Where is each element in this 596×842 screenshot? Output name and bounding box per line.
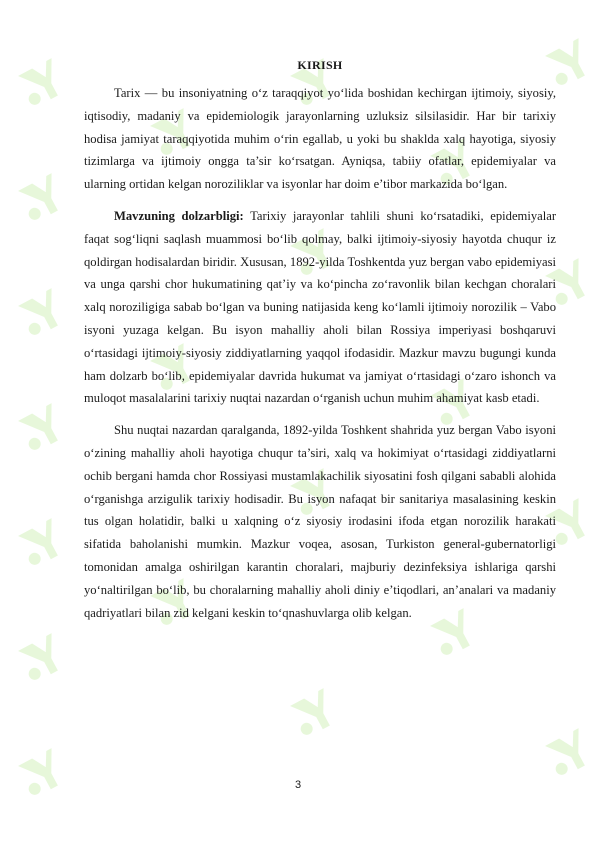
document-page [84,58,556,624]
green-stylized-logo-icon [10,52,72,114]
page-title: KIRISH [297,58,343,72]
green-stylized-logo-icon [10,512,72,574]
green-stylized-logo-icon [10,742,72,804]
paragraph-intro-text: Tarix — bu insoniyatning o‘z taraqqiyot yo‘lida boshidan kechirgan ijtimoiy, siyosiy, iqtisodiy, madaniy va epidemiologik jarayonlarning uzluksiz silsilasidir. Har bir tarixiy hodisa jamiyat taraqqiyotida muhim o‘rin egallab, u yoki bu shaklda xalq hayotiga, siyosiy tizimlarga va ijtimoiy ongga ta’sir ko‘rsatgan. Ayniqsa, tabiiy ofatlar, epidemiyalar va ularning ortidan kelgan noroziliklar va isyonlar har doim e’tibor markazida bo‘lgan. [84,86,556,192]
green-stylized-logo-icon [537,722,596,784]
green-stylized-logo-icon [282,682,344,744]
paragraph-context [84,419,556,624]
paragraph-context-text: Shu nuqtai nazardan qaralganda, 1892-yilda Toshkent shahrida yuz bergan Vabo isyoni o‘zining mahalliy aholi hayotiga chuqur ta’siri, xalq va hokimiyat o‘rtasidagi ziddiyatlarni ochib bergani hamda chor Rossiyasi mustamlakachilik siyosatini fosh qilgani sababli alohida o‘rganishga arzigulik tarixiy hodisadir. Bu isyon nafaqat bir sanitariya masalasining keskin tus olgan holatidir, balki u xalqning o‘z siyosiy irodasini ifoda etgan norozilik harakati sifatida baholanishi mumkin. Mazkur voqea, asosan, Turkiston general-gubernatorligi tomonidan amalga oshirilgan karantin choralari, majburiy dezinfeksiya ishlariga qarshi yo‘naltirilgan bo‘lib, bu choralarning mahalliy aholi diniy e’tiqodlari, an’analari va madaniy qadriyatlari bilan zid kelgani keskin to‘qnashuvlarga olib kelgan. [84,423,556,620]
green-stylized-logo-icon [10,282,72,344]
green-stylized-logo-icon [10,397,72,459]
green-stylized-logo-icon [10,627,72,689]
paragraph-relevance [84,205,556,410]
paragraph-relevance-text: Tarixiy jarayonlar tahlili shuni ko‘rsatadiki, epidemiyalar faqat sog‘liqni saqlash muammosi bo‘lib qolmay, balki ijtimoiy-siyosiy hayotda chuqur iz qoldirgan hodisalardan biridir. Xususan, 1892-yilda Toshkentda yuz bergan vabo epidemiyasi va unga qarshi chor hukumatining qat’iy va ko‘pincha zo‘ravonlik bilan kechgan choralari xalq noroziligiga sabab bo‘lgan va buning natijasida keng ko‘lamli ijtimoiy norozilik – Vabo isyoni yuzaga kelgan. Bu isyon mahalliy aholi bilan Rossiya imperiyasi boshqaruvi o‘rtasidagi ijtimoiy-siyosiy ziddiyatlarning yaqqol ifodasidir. Mazkur mavzu bugungi kunda ham dolzarb bo‘lib, epidemiyalar davrida hukumat va jamiyat o‘rtasidagi o‘zaro ishonch va muloqot masalalarini tarixiy nuqtai nazardan o‘rganish uchun muhim ahamiyat kasb etadi. [84,208,557,406]
paragraph-intro [84,82,556,196]
page-number: 3 [294,779,302,791]
green-stylized-logo-icon [10,167,72,229]
relevance-heading: Mavzuning dolzarbligi: [114,208,244,223]
